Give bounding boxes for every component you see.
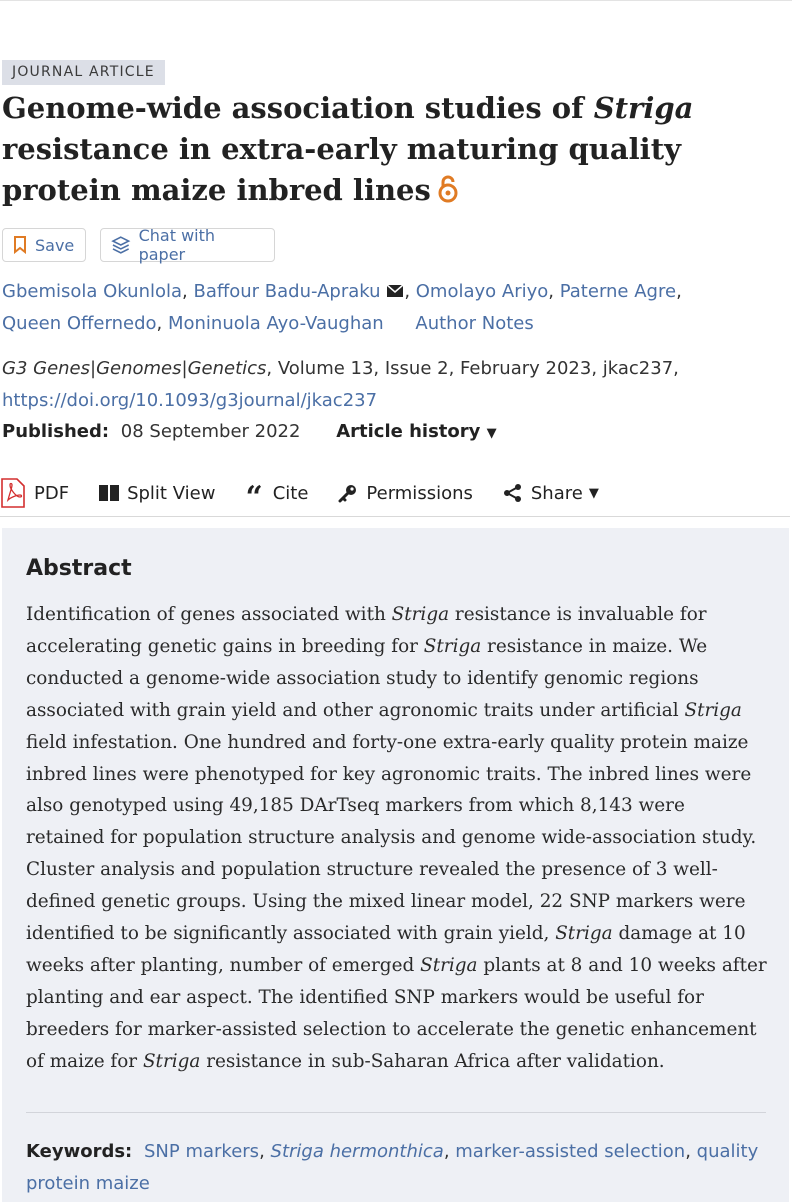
save-label: Save bbox=[35, 235, 75, 255]
abstract-section bbox=[2, 528, 789, 1202]
pdf-icon bbox=[0, 478, 26, 508]
keywords-label: Keywords: bbox=[26, 1141, 133, 1162]
author-link[interactable]: Gbemisola Okunlola bbox=[2, 281, 183, 302]
share-label: Share bbox=[530, 482, 583, 504]
doi-link[interactable]: https://doi.org/10.1093/g3journal/jkac237 bbox=[2, 390, 378, 411]
open-access-icon bbox=[437, 173, 459, 214]
published-date: 08 September 2022 bbox=[120, 421, 301, 442]
author-link[interactable]: Paterne Agre bbox=[559, 281, 677, 302]
split-view-label: Split View bbox=[127, 482, 216, 504]
chat-label: Chat with paper bbox=[138, 226, 216, 264]
split-view-button[interactable] bbox=[99, 483, 215, 504]
top-border bbox=[0, 0, 792, 1]
quote-icon: “ bbox=[245, 480, 263, 515]
chat-icon bbox=[111, 235, 131, 255]
article-history-toggle[interactable]: Article history ▼ bbox=[336, 421, 497, 442]
keyword-link[interactable]: SNP markers bbox=[143, 1141, 260, 1162]
author-list: Gbemisola Okunlola, Baffour Badu-Apraku , Omolayo Ariyo, Paterne Agre, Queen Offernedo, Moninuola Ayo-Vaughan Author Notes bbox=[2, 281, 682, 334]
split-view-icon bbox=[99, 485, 119, 501]
pdf-label: PDF bbox=[34, 482, 70, 504]
author-link[interactable]: Moninuola Ayo-Vaughan bbox=[167, 313, 384, 334]
keywords: Keywords: SNP markers, Striga hermonthica, marker-assisted selection, quality protein maize bbox=[26, 1141, 759, 1194]
author-link[interactable]: Queen Offernedo bbox=[2, 313, 157, 334]
journal-name: G3 Genes|Genomes|Genetics bbox=[2, 358, 267, 379]
divider bbox=[26, 1112, 766, 1113]
published-label: Published: bbox=[2, 421, 110, 442]
article-type-badge: JOURNAL ARTICLE bbox=[2, 60, 165, 85]
caret-down-icon: ▼ bbox=[486, 426, 497, 441]
citation bbox=[2, 353, 782, 417]
permissions-button[interactable] bbox=[338, 483, 472, 504]
share-button[interactable] bbox=[503, 483, 599, 504]
chat-with-paper-button[interactable] bbox=[100, 228, 275, 262]
article-title: Genome-wide association studies of Striga resistance in extra-early maturing quality protein maize inbred lines bbox=[2, 88, 782, 214]
author-link[interactable]: Baffour Badu-Apraku bbox=[193, 281, 381, 302]
caret-down-icon: ▼ bbox=[588, 485, 599, 501]
author-notes-link[interactable]: Author Notes bbox=[415, 313, 534, 334]
share-icon bbox=[503, 483, 523, 503]
published-row bbox=[2, 417, 497, 449]
article-toolbar bbox=[0, 470, 790, 517]
abstract-text: Identification of genes associated with Striga resistance is invaluable for accelerating genetic gains in breeding for Striga resistance in maize. We conducted a genome-wide association study to identify genomic regions associated with grain yield and other agronomic traits under artificial Striga field infestation. One hundred and forty-one extra-early quality protein maize inbred lines were phenotyped for key agronomic traits. The inbred lines were also genotyped using 49,185 DArTseq markers from which 8,143 were retained for population structure analysis and genome wide-association study. Cluster analysis and population structure revealed the presence of 3 well-defined genetic groups. Using the mixed linear model, 22 SNP markers were identified to be significantly associated with grain yield, Striga damage at 10 weeks after planting, number of emerged Striga plants at 8 and 10 weeks after planting and ear aspect. The identified SNP markers would be useful for breeders for marker-assisted selection to accelerate the genetic enhancement of maize for Striga resistance in sub-Saharan Africa after validation. bbox=[26, 604, 767, 1072]
author-link[interactable]: Omolayo Ariyo bbox=[415, 281, 549, 302]
key-icon bbox=[338, 483, 358, 503]
abstract-heading: Abstract bbox=[26, 556, 132, 581]
citation-details: , Volume 13, Issue 2, February 2023, jkac237, bbox=[266, 358, 679, 379]
keyword-link[interactable]: quality protein maize bbox=[26, 1141, 759, 1194]
keyword-link[interactable]: Striga hermonthica bbox=[270, 1141, 444, 1162]
save-button[interactable] bbox=[2, 228, 86, 262]
keyword-link[interactable]: marker-assisted selection bbox=[455, 1141, 686, 1162]
permissions-label: Permissions bbox=[366, 482, 473, 504]
cite-button[interactable] bbox=[245, 479, 309, 515]
bookmark-icon bbox=[13, 236, 27, 254]
cite-label: Cite bbox=[272, 482, 309, 504]
pdf-button[interactable] bbox=[0, 478, 69, 508]
envelope-icon[interactable] bbox=[386, 284, 404, 298]
